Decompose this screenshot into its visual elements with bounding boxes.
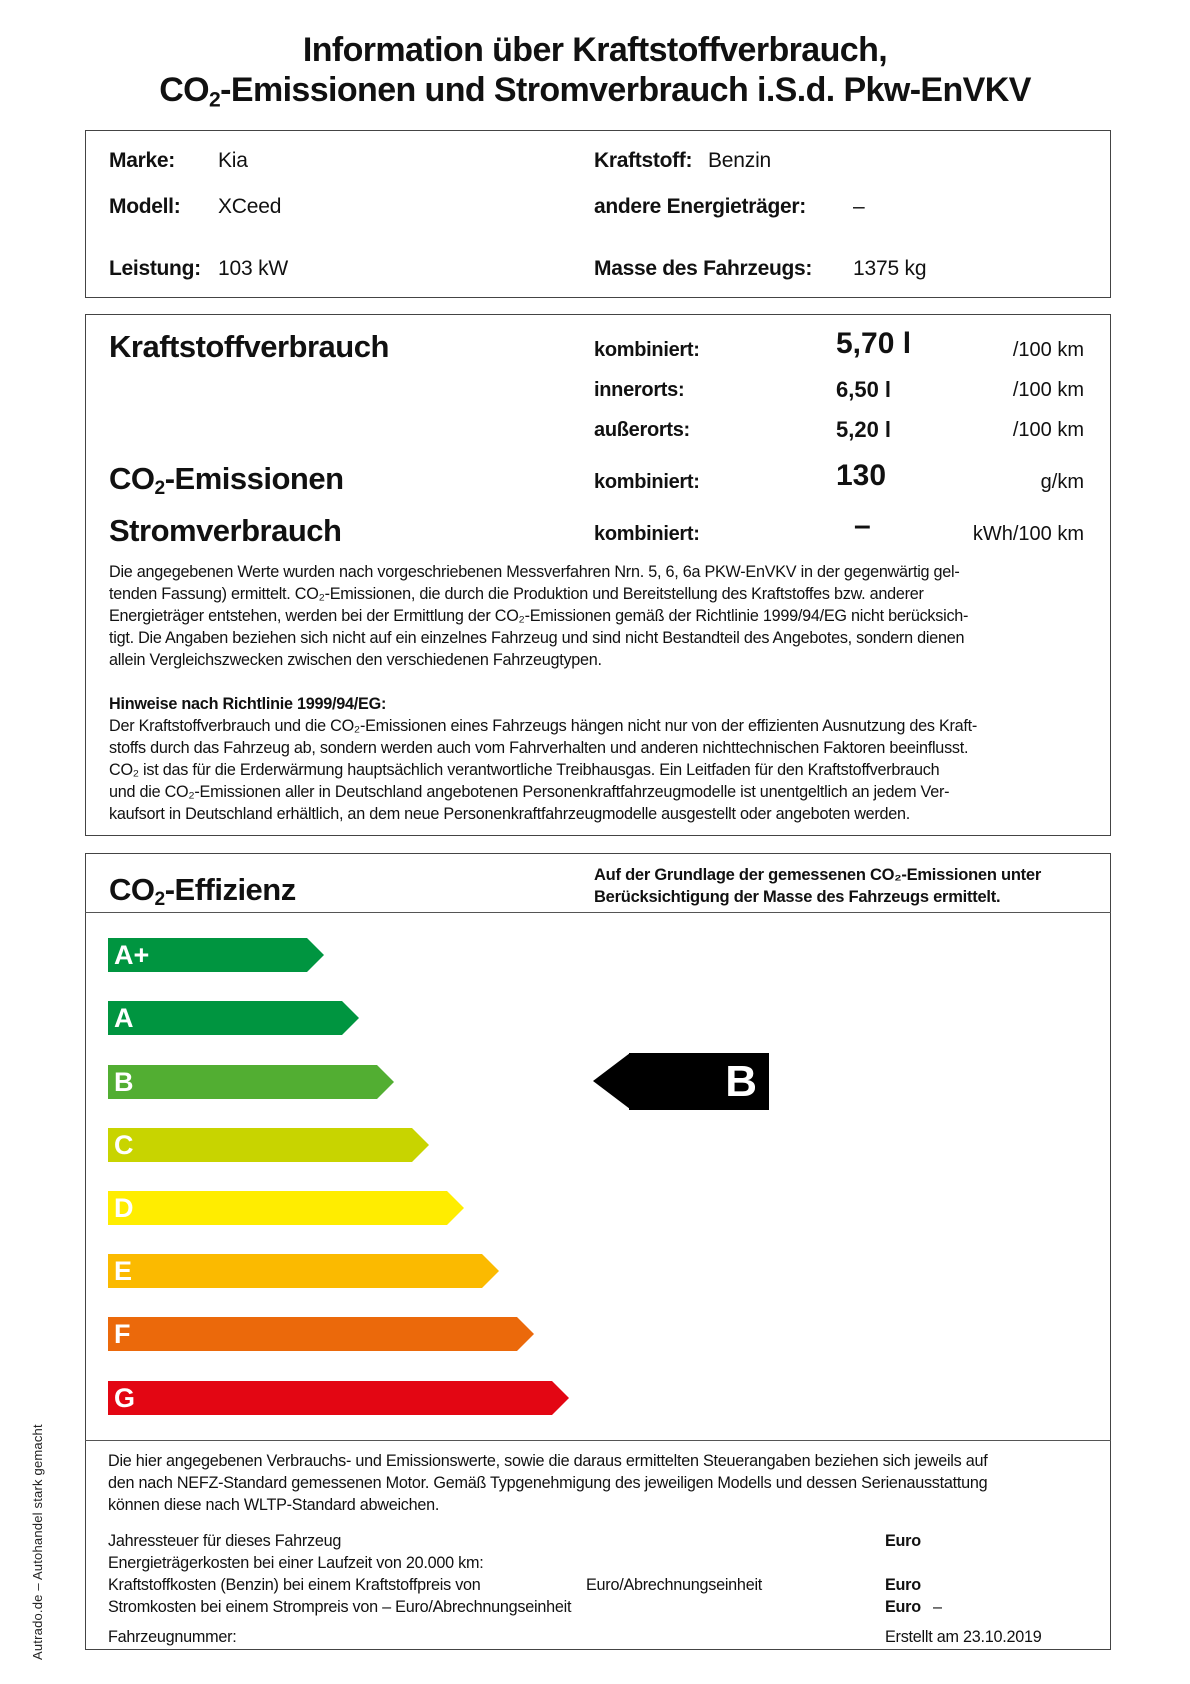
kraftstoff-value: Benzin <box>708 149 772 172</box>
kraftstoff-label: Kraftstoff: <box>594 149 693 172</box>
efficiency-class-c: C <box>108 1128 412 1162</box>
efficiency-class-a: A <box>108 1001 342 1035</box>
masse-value: 1375 kg <box>853 257 927 280</box>
marke-value: Kia <box>218 149 248 172</box>
measurement-disclaimer: Die angegebenen Werte wurden nach vorgeschriebenen Messverfahren Nrn. 5, 6, 6a PKW-EnVKV in der gegenwärtig gel- tenden Fassung) ermittelt. CO₂-Emissionen, die durch die Produktion und Bereitstellung des Kraftstoffes bzw. anderer Energieträger entstehen, werden bei der Ermittlung der CO₂-Emissionen gemäß der Richtlinie 1999/94/EG nicht berücksich- tigt. Die Angaben beziehen sich nicht auf ein einzelnes Fahrzeug und sind nicht Bestandteil des Angebotes, sondern dienen allein Vergleichszwecken zwischen den verschiedenen Fahrzeugtypen. <box>109 563 969 669</box>
hinweise-section: Hinweise nach Richtlinie 1999/94/EG: Der Kraftstoffverbrauch und die CO₂-Emissionen eines Fahrzeugs hängen nicht nur von der effizienten Ausnutzung des Kraft- stoffs durch das Fahrzeug ab, sondern werden auch vom Fahrverhalten und anderen nichttechnischen Faktoren beeinflusst. CO₂ ist das für die Erderwärmung hauptsächlich verantwortliche Treibhausgas. Ein Leitfaden für den Kraftstoffverbrauch und die CO₂-Emissionen aller in Deutschland angebotenen Personenkraftfahrzeugmodelle ist unentgeltlich an jedem Ver- kaufsort in Deutschland erhältlich, an dem neue Personenkraftfahrzeugmodelle ausgestellt oder angeboten werden. <box>109 693 1094 825</box>
kraftstoffkosten-unit-label: Euro/Abrechnungseinheit <box>586 1576 763 1594</box>
kombiniert-unit: /100 km <box>1012 339 1084 361</box>
kraftstoffkosten-label: Kraftstoffkosten (Benzin) bei einem Kraftstoffpreis von <box>108 1576 481 1594</box>
page-title <box>0 30 1190 110</box>
jahressteuer-label: Jahressteuer für dieses Fahrzeug <box>108 1532 342 1550</box>
fahrzeugnummer-label: Fahrzeugnummer: <box>108 1628 237 1646</box>
efficiency-header-divider <box>85 912 1111 913</box>
footer-note: Die hier angegebenen Verbrauchs- und Emissionswerte, sowie die daraus ermittelten Steuerangaben beziehen sich jeweils auf den nach NEFZ-Standard gemessenen Motor. Gemäß Typgenehmigung des jeweiligen Modells und dessen Serienausstattung können diese nach WLTP-Standard abweichen. <box>108 1452 988 1514</box>
co2-emissionen-heading: $CO_2$-Emissionen <box>109 461 344 499</box>
leistung-label: Leistung: <box>109 257 201 280</box>
strom-kombiniert-label: kombiniert: <box>594 523 700 545</box>
ausserorts-unit: /100 km <box>1012 419 1084 441</box>
kombiniert-label: kombiniert: <box>594 339 700 361</box>
stromkosten-label: Stromkosten bei einem Strompreis von – Euro/Abrechnungseinheit <box>108 1598 572 1616</box>
efficiency-class-a-plus: A+ <box>108 938 307 972</box>
efficiency-class-b: B <box>108 1065 377 1099</box>
vehicle-info-box <box>85 130 1111 298</box>
jahressteuer-unit: Euro <box>885 1532 921 1550</box>
strom-kombiniert-value: – <box>854 509 871 542</box>
co2-kombiniert-value: 130 <box>836 459 887 492</box>
andere-energietraeger-label: andere Energieträger: <box>594 195 806 218</box>
sidebar-watermark: Autrado.de – Autohandel stark gemacht <box>30 1424 45 1660</box>
hinweise-heading: Hinweise nach Richtlinie 1999/94/EG: <box>109 695 387 713</box>
title-line-2: $CO_2$-Emissionen und Stromverbrauch i.S.d. Pkw-EnVKV <box>159 71 1031 112</box>
innerorts-label: innerorts: <box>594 379 685 401</box>
innerorts-value: 6,50 l <box>836 377 892 402</box>
efficiency-rating-indicator <box>593 1053 769 1110</box>
stromkosten-value: – <box>933 1598 942 1616</box>
kombiniert-value: 5,70 l <box>836 327 912 360</box>
rating-letter: B <box>725 1057 757 1106</box>
co2-effizienz-heading: $CO_2$-Effizienz <box>109 872 296 910</box>
innerorts-unit: /100 km <box>1012 379 1084 401</box>
efficiency-class-g: G <box>108 1381 552 1415</box>
modell-value: XCeed <box>218 195 282 218</box>
energiekosten-label: Energieträgerkosten bei einer Laufzeit von 20.000 km: <box>108 1554 484 1572</box>
leistung-value: 103 kW <box>218 257 288 280</box>
kraftstoffkosten-unit: Euro <box>885 1576 921 1594</box>
efficiency-class-e: E <box>108 1254 482 1288</box>
rating-arrow-tip <box>593 1053 630 1109</box>
strom-kombiniert-unit: kWh/100 km <box>972 523 1084 545</box>
footer-divider <box>85 1440 1111 1441</box>
efficiency-class-f: F <box>108 1317 517 1351</box>
modell-label: Modell: <box>109 195 181 218</box>
erstellt-date: Erstellt am 23.10.2019 <box>885 1628 1042 1646</box>
kraftstoffverbrauch-heading: Kraftstoffverbrauch <box>109 329 389 364</box>
andere-energietraeger-value: – <box>853 195 865 218</box>
marke-label: Marke: <box>109 149 175 172</box>
masse-label: Masse des Fahrzeugs: <box>594 257 813 280</box>
efficiency-note: Auf der Grundlage der gemessenen CO₂-Emissionen unter Berücksichtigung der Masse des Fahrzeugs ermittelt. <box>594 866 1042 906</box>
title-line-1: Information über Kraftstoffverbrauch, <box>302 31 888 69</box>
ausserorts-value: 5,20 l <box>836 417 892 442</box>
efficiency-class-d: D <box>108 1191 447 1225</box>
ausserorts-label: außerorts: <box>594 419 690 441</box>
co2-kombiniert-unit: g/km <box>1040 471 1084 493</box>
consumption-box <box>85 314 1111 836</box>
co2-kombiniert-label: kombiniert: <box>594 471 700 493</box>
stromverbrauch-heading: Stromverbrauch <box>109 513 342 548</box>
stromkosten-unit: Euro <box>885 1598 921 1616</box>
